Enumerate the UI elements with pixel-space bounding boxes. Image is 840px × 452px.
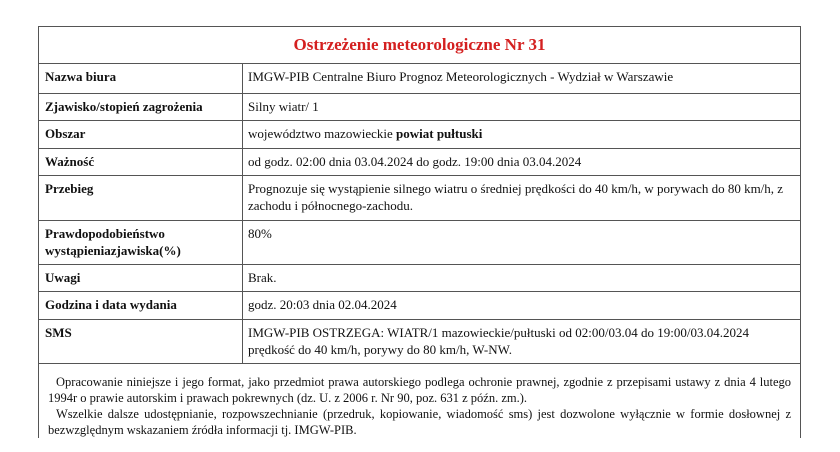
warning-document bbox=[38, 26, 801, 438]
label-remarks: Uwagi bbox=[39, 264, 243, 291]
copyright-footer bbox=[39, 364, 800, 438]
value-course: Prognozuje się wystąpienie silnego wiatru o średniej prędkości do 40 km/h, w porywach do 80 km/h, z zachodu i północnego-zachodu. bbox=[243, 175, 801, 220]
value-validity: od godz. 02:00 dnia 03.04.2024 do godz. 19:00 dnia 03.04.2024 bbox=[243, 148, 801, 175]
row-phenomenon bbox=[39, 93, 800, 120]
row-issued bbox=[39, 291, 800, 319]
value-sms: IMGW-PIB OSTRZEGA: WIATR/1 mazowieckie/pułtuski od 02:00/03.04 do 19:00/03.04.2024 prędkość do 40 km/h, porywy do 80 km/h, W-NW. bbox=[243, 319, 801, 363]
row-remarks bbox=[39, 264, 800, 291]
label-office: Nazwa biura bbox=[39, 64, 243, 93]
label-course: Przebieg bbox=[39, 175, 243, 220]
copyright-paragraph: Opracowanie niniejsze i jego format, jako przedmiot prawa autorskiego podlega ochronie prawnej, zgodnie z przepisami ustawy z dnia 4 lutego 1994r o prawie autorskim i prawach pokrewnych (dz. U. z 2006 r. Nr 90, poz. 631 z późn. zm.). bbox=[48, 374, 791, 405]
row-office bbox=[39, 64, 800, 93]
row-area bbox=[39, 120, 800, 148]
value-issued: godz. 20:03 dnia 02.04.2024 bbox=[243, 291, 801, 319]
row-validity bbox=[39, 148, 800, 175]
label-area: Obszar bbox=[39, 120, 243, 148]
row-course bbox=[39, 175, 800, 220]
label-issued: Godzina i data wydania bbox=[39, 291, 243, 319]
value-office: IMGW-PIB Centralne Biuro Prognoz Meteorologicznych - Wydział w Warszawie bbox=[243, 64, 801, 93]
distribution-paragraph: Wszelkie dalsze udostępnianie, rozpowszechnianie (przedruk, kopiowanie, wiadomość sms) jest dozwolone wyłącznie w formie dosłownej z bezwzględnym wskazaniem źródła informacji tj. IMGW-PIB. bbox=[48, 406, 791, 437]
label-phenomenon: Zjawisko/stopień zagrożenia bbox=[39, 93, 243, 120]
value-remarks: Brak. bbox=[243, 264, 801, 291]
row-probability bbox=[39, 220, 800, 264]
label-sms: SMS bbox=[39, 319, 243, 363]
document-title: Ostrzeżenie meteorologiczne Nr 31 bbox=[39, 27, 800, 64]
label-validity: Ważność bbox=[39, 148, 243, 175]
label-probability: Prawdopodobieństwo wystąpieniazjawiska(%) bbox=[39, 220, 243, 264]
warning-table bbox=[39, 64, 800, 364]
area-voivodeship: województwo mazowieckie bbox=[248, 125, 397, 141]
value-phenomenon: Silny wiatr/ 1 bbox=[243, 93, 801, 120]
value-area bbox=[243, 120, 801, 148]
value-probability: 80% bbox=[243, 220, 801, 264]
row-sms bbox=[39, 319, 800, 363]
area-county: powiat pułtuski bbox=[396, 125, 483, 141]
